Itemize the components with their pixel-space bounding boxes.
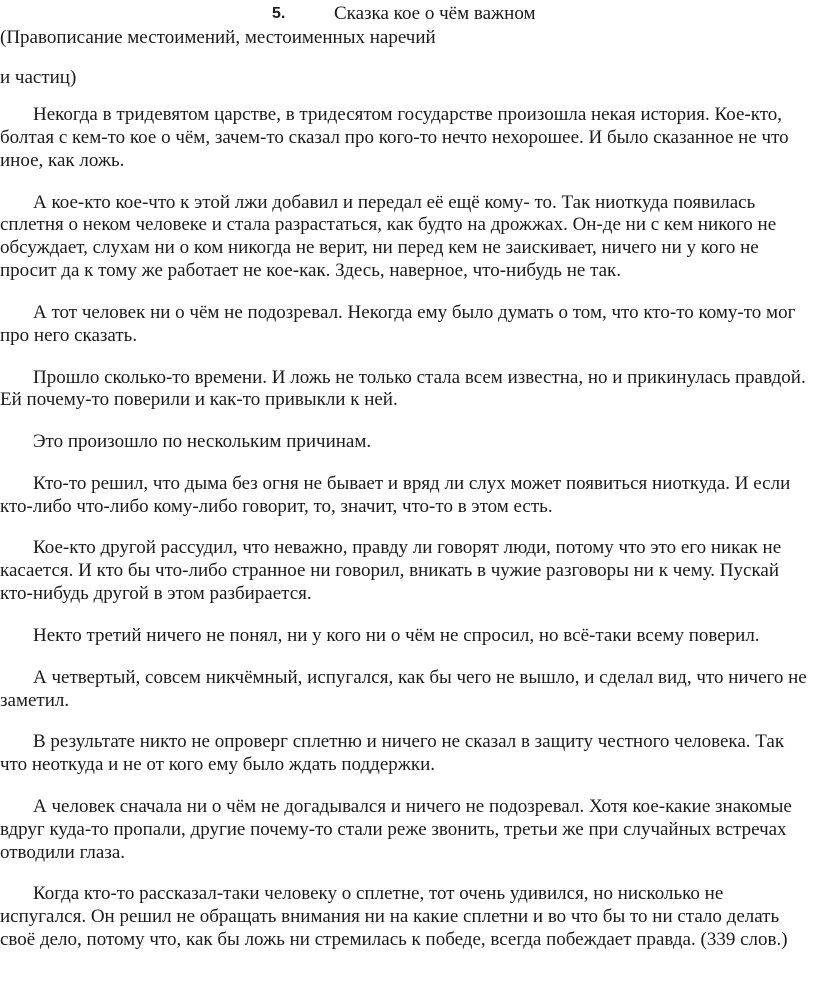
paragraph: Кто-то решил, что дыма без огня не бывает и вряд ли слух может появиться ниоткуда. И если кто-либо что-либо кому-либо говорит, то, значит, что-то в этом есть. [0, 472, 791, 517]
paragraph: А тот человек ни о чём не подозревал. Некогда ему было думать о том, что кто-то кому-то мог про него сказать. [0, 301, 796, 346]
paragraph: Некто третий ничего не понял, ни у кого ни о чём не спросил, но всё-таки всему поверил. [33, 624, 760, 646]
paragraph: Некогда в тридевятом царстве, в тридесятом государстве произошла некая история. Кое-кто, болтая с кем-то кое о чём, зачем-то сказал про кого-то нечто нехорошее. И было сказанное не что иное, как ложь. [0, 104, 789, 171]
paragraph: А кое-кто кое-что к этой лжи добавил и передал её ещё кому- то. Так ниоткуда появилась сплетня о неком человеке и стала разрастаться, как будто на дрожжах. Он-де ни с кем никого не обсуждает, слухам ни о ком никогда не верит, ни перед кем не заискивает, ничего ни у кого не просит да к тому же работает не кое-как. Здесь, наверное, что-нибудь не так. [0, 191, 777, 282]
heading-title: Сказка кое о чём важном [334, 3, 536, 24]
subtitle-line-1: (Правописание местоимений, местоименных наречий [0, 27, 436, 48]
paragraph: А четвертый, совсем никчёмный, испугался, как бы чего не вышло, и сделал вид, что ничего не заметил. [0, 666, 807, 711]
paragraph: В результате никто не опроверг сплетню и ничего не сказал в защиту честного человека. Так что неоткуда и не от кого ему было ждать поддержки. [0, 731, 785, 776]
document-heading [0, 3, 816, 27]
paragraph: Прошло сколько-то времени. И ложь не только стала всем известна, но и прикинулась правдой. Ей почему-то поверили и как-то привыкли к ней. [0, 366, 806, 411]
paragraph: Кое-кто другой рассудил, что неважно, правду ли говорят люди, потому что это его никак не касается. И кто бы что-либо странное ни говорил, вникать в чужие разговоры ни к чему. Пускай кто-нибудь другой в этом разбирается. [0, 537, 782, 605]
paragraph: Это произошло по нескольким причинам. [33, 431, 372, 453]
subtitle-line-2: и частиц) [0, 67, 77, 88]
document-body [0, 104, 810, 952]
heading-number: 5. [272, 5, 286, 22]
paragraph: Когда кто-то рассказал-таки человеку о сплетне, тот очень удивился, но нисколько не испугался. Он решил не обращать внимания ни на какие сплетни и во что бы то ни стало делать своё дело, потому что, как бы ложь ни стремилась к победе, всегда побеждает правда. (339 слов.) [0, 883, 788, 951]
paragraph: А человек сначала ни о чём не догадывался и ничего не подозревал. Хотя кое-какие знакомые вдруг куда-то пропали, другие почему-то стали реже звонить, третьи же при случайных встречах отводили глаза. [0, 795, 792, 863]
